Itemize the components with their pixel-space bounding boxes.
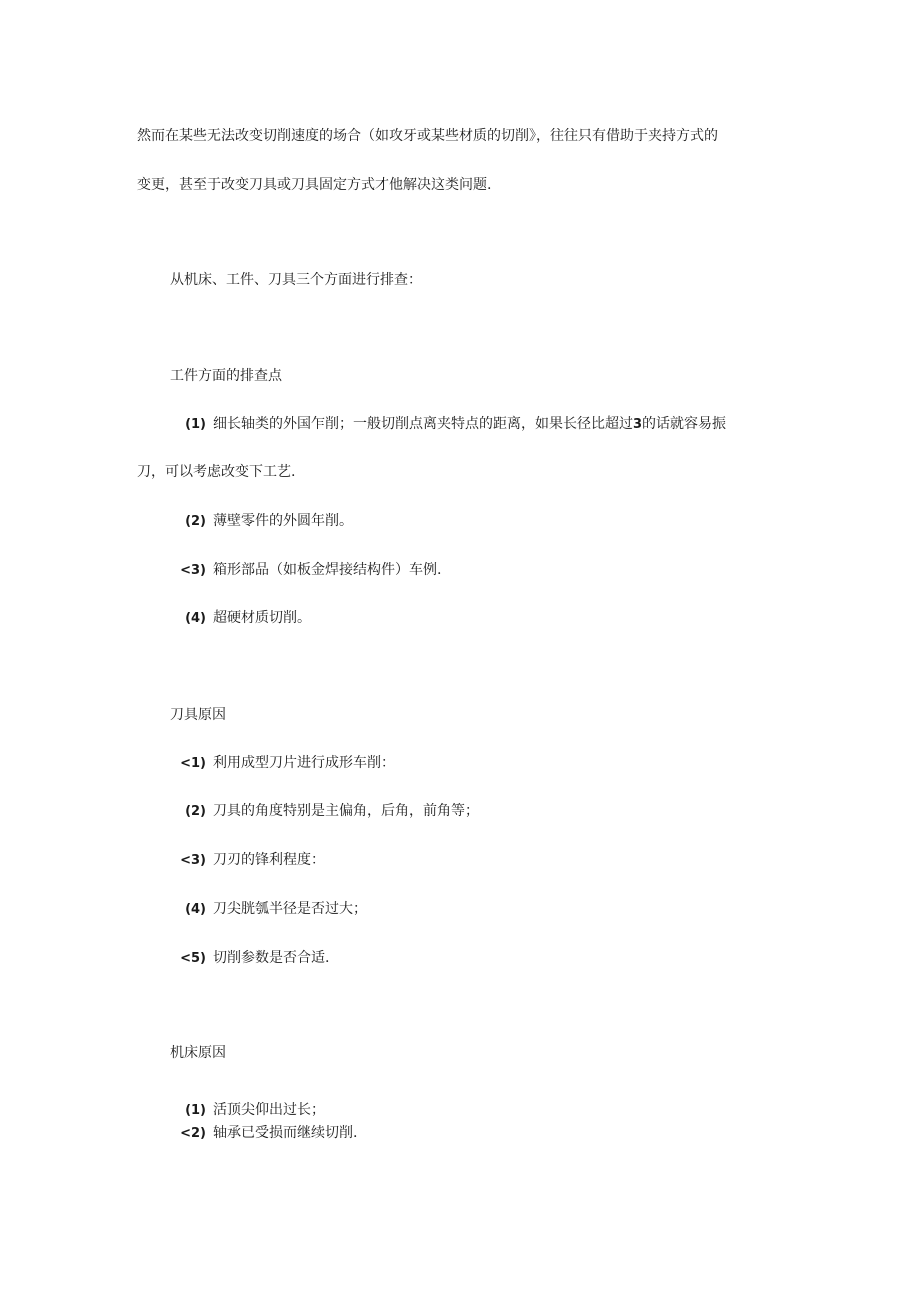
list-item — [170, 850, 325, 871]
item-number: (2) — [185, 514, 206, 529]
item-number: <3) — [180, 563, 206, 578]
item-text: 轴承已受损而继续切削. — [213, 1125, 358, 1141]
tool-heading: 刀具原因 — [170, 707, 226, 723]
machine-heading: 机床原因 — [170, 1045, 226, 1061]
item-number: <3) — [180, 853, 206, 868]
item-number: <1) — [180, 756, 206, 771]
item-number: (2) — [185, 804, 206, 819]
list-item — [170, 608, 311, 629]
item-text: 刀具的角度特别是主偏角，后角，前角等； — [213, 803, 479, 819]
item-text: 刀尖胱瓠半径是否过大； — [213, 901, 367, 917]
list-item — [170, 899, 367, 920]
list-item — [170, 511, 353, 532]
item-text: 箱形部品（如板金焊接结构件）车例. — [213, 562, 442, 578]
item-text: 薄壁零件的外圆年削。 — [213, 513, 353, 529]
list-item — [170, 948, 329, 969]
item-text: 切削参数是否合适. — [213, 950, 330, 966]
item-text: 细长轴类的外国乍削；一般切削点离夹特点的距离，如果长径比超过 — [213, 416, 633, 432]
item-number: <2) — [180, 1126, 206, 1141]
list-item — [170, 801, 479, 822]
list-item — [170, 560, 441, 581]
list-item — [170, 414, 726, 435]
intro-line-1: 然而在某些无法改变切削速度的场合（如攻牙或某些材质的切削》，往往只有借助于夹持方式的 — [137, 128, 718, 144]
item-text: 刀刃的锋利程度： — [213, 852, 325, 868]
item-number: <5) — [180, 951, 206, 966]
item-text-tail: 的话就容易振 — [642, 416, 727, 432]
item-bold-number: 3 — [633, 417, 643, 432]
item-number: (4) — [185, 611, 206, 626]
workpiece-heading: 工件方面的排查点 — [170, 368, 282, 384]
item-number: (1) — [185, 1103, 206, 1118]
item-continuation: 刀，可以考虑改变下工艺. — [137, 464, 296, 480]
intro-line-2: 变更，甚至于改变刀具或刀具固定方式才他解决这类问题. — [137, 177, 492, 193]
item-text: 利用成型刀片进行成形车削： — [213, 755, 395, 771]
overview-text: 从机床、工件、刀具三个方面进行排查： — [170, 272, 422, 288]
item-number: (1) — [185, 417, 206, 432]
item-number: (4) — [185, 902, 206, 917]
list-item — [170, 753, 395, 774]
item-text: 活顶尖仰出过长； — [213, 1102, 325, 1118]
list-item — [170, 1100, 325, 1121]
item-text: 超硬材质切削。 — [213, 610, 311, 626]
list-item — [170, 1123, 357, 1144]
